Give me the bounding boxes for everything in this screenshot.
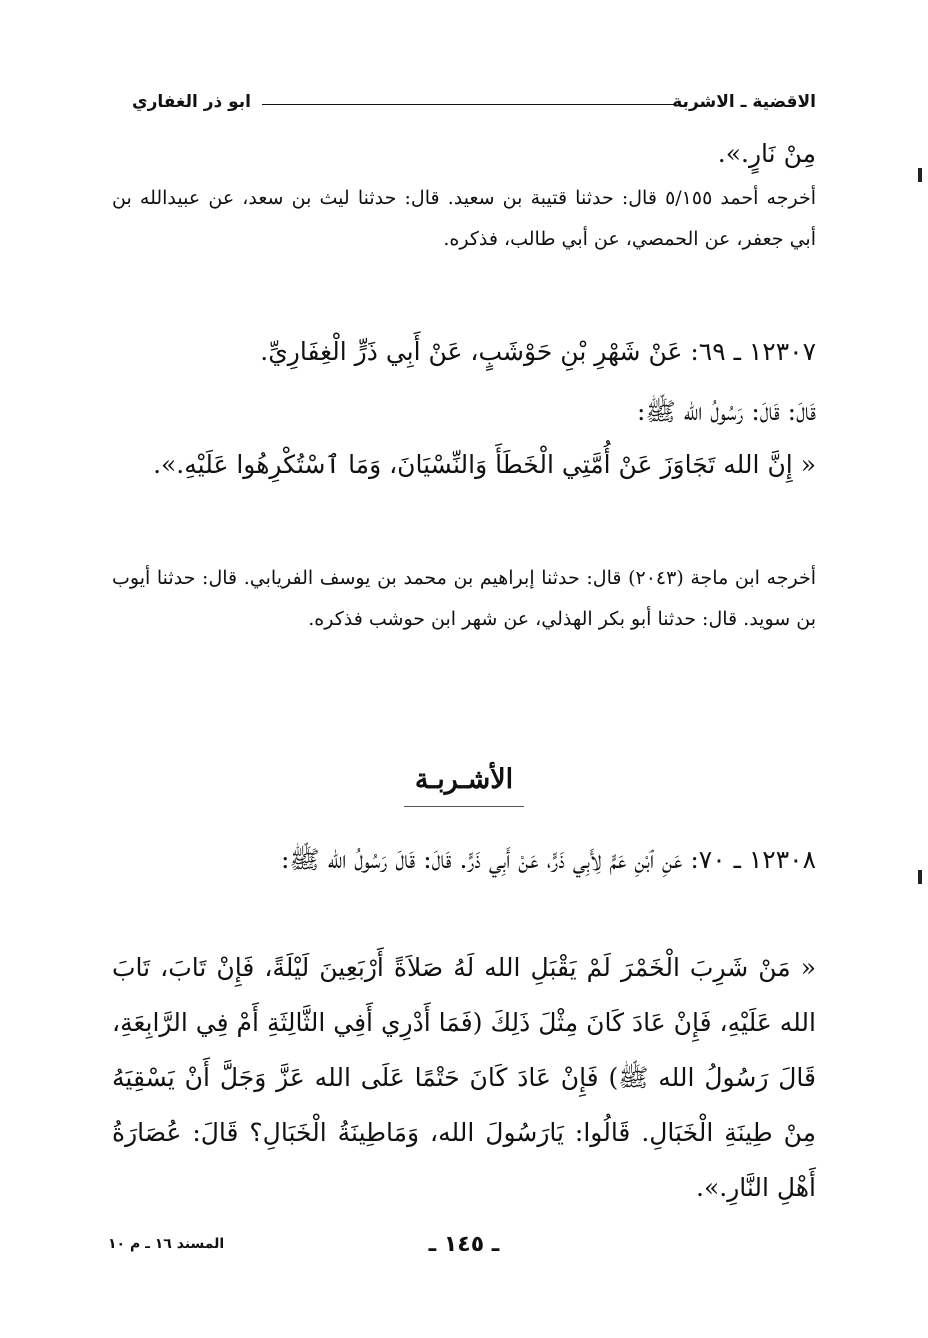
section-title: الأشـربـة (414, 764, 514, 795)
hadith-70-isnad: ١٢٣٠٨ ـ ٧٠: عَنِ ٱبْنِ عَمٍّ لِأَبِي ذَرٍّ، عَنْ أَبِي ذَرٍّ. قَالَ: قَالَ رَسُولُ الله ﷺ: (281, 845, 816, 874)
margin-mark (918, 870, 922, 884)
hadith-69-matn: « إِنَّ الله تَجَاوَزَ عَنْ أُمَّتِي الْخَطَأَ وَالنِّسْيَانَ، وَمَا ٱسْتُكْرِهُوا عَلَيْهِ.». (153, 450, 816, 479)
margin-mark (918, 168, 922, 182)
hadith-69-qala: قَالَ: قَالَ: رَسُولُ الله ﷺ: (637, 397, 816, 426)
continued-hadith-text: مِنْ نَارٍ.». (717, 139, 816, 168)
hadith-70-matn: « مَنْ شَرِبَ الْخَمْرَ لَمْ يَقْبَلِ الله لَهُ صَلاَةً أَرْبَعِينَ لَيْلَةً، فَإِنْ تَابَ، تَابَ الله عَلَيْهِ، فَإِنْ عَادَ كَانَ مِثْلَ ذَلِكَ (فَمَا أَدْرِي أَفِي الثَّالِثَةِ أَمْ فِي الرَّابِعَةِ، قَالَ رَسُولُ الله ﷺ) فَإِنْ عَادَ كَانَ حَتْمًا عَلَى الله عَزَّ وَجَلَّ أَنْ يَسْقِيَهُ مِنْ طِينَةِ الْخَبَالِ. قَالُوا: يَارَسُولَ الله، وَمَاطِينَةُ الْخَبَالِ؟ قَالَ: عُصَارَةُ أَهْلِ النَّارِ.». (112, 953, 816, 1202)
hadith-69-isnad: ١٢٣٠٧ ـ ٦٩: عَنْ شَهْرِ بْنِ حَوْشَبٍ، عَنْ أَبِي ذَرٍّ الْغِفَارِيِّ. (260, 337, 816, 366)
section-title-underline (404, 806, 524, 807)
header-rule (262, 104, 674, 105)
page-number: ـ ١٤٥ ـ (428, 1232, 500, 1257)
running-header-companion: ابو ذر الغفاري (132, 92, 252, 112)
running-header-chapter: الاقضية ـ الاشربة (672, 92, 816, 112)
takhrij-paragraph-1: أخرجه أحمد ٥/١٥٥ قال: حدثنا قتيبة بن سعيد. قال: حدثنا ليث بن سعد، عن عبيدالله بن أبي جعفر، عن الحمصي، عن أبي طالب، فذكره. (112, 187, 816, 250)
printer-signature: المسند ١٦ ـ م ١٠ (108, 1236, 225, 1252)
takhrij-paragraph-2: أخرجه ابن ماجة (٢٠٤٣) قال: حدثنا إبراهيم بن محمد بن يوسف الفريابي. قال: حدثنا أيوب بن سويد. قال: حدثنا أبو بكر الهذلي، عن شهر ابن حوشب فذكره. (112, 567, 816, 630)
